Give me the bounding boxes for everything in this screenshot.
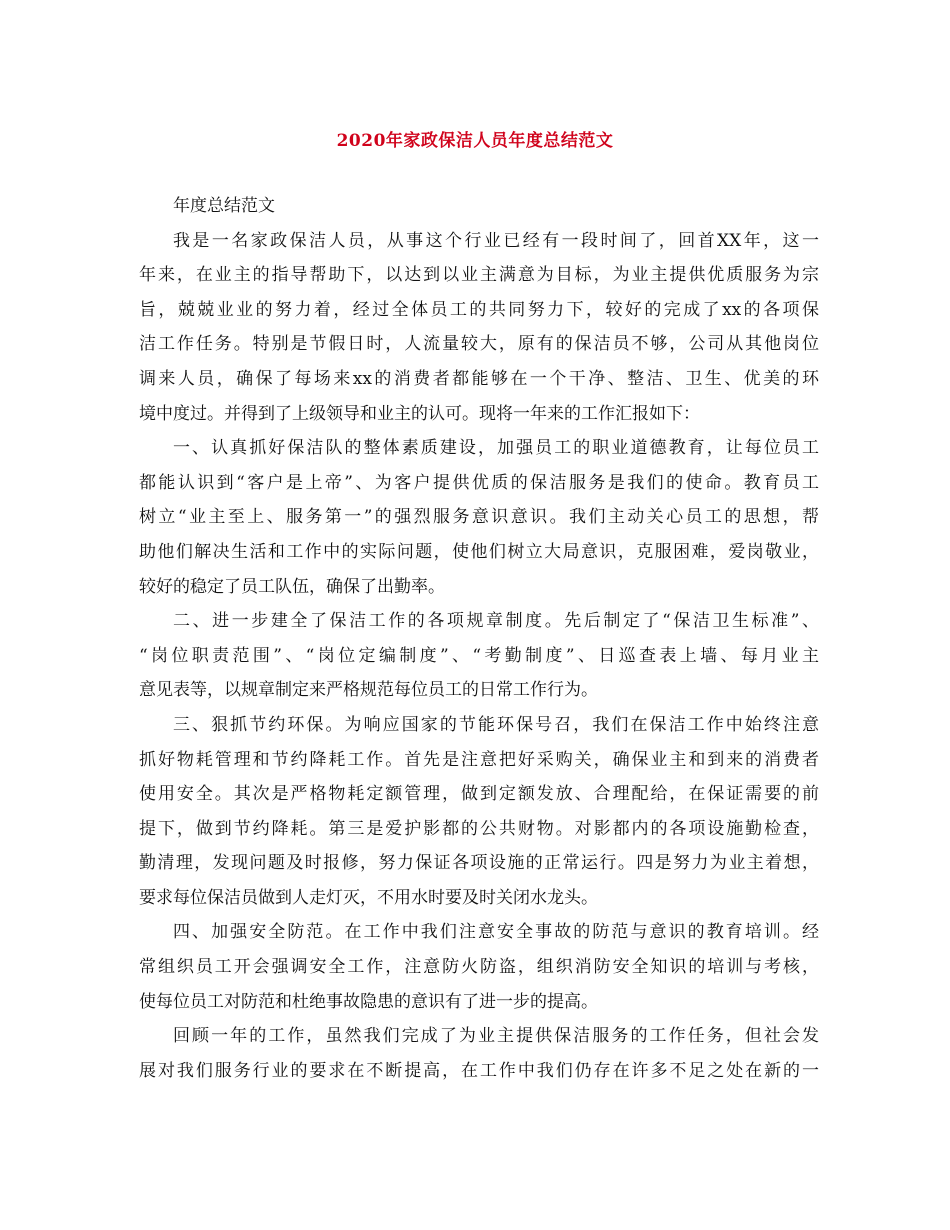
text-line: 我是一名家政保洁人员，从事这个行业已经有一段时间了，回首XX年，这一	[173, 230, 819, 251]
text-line: 助他们解决生活和工作中的实际问题，使他们树立大局意识，克服困难，爱岗敬业，	[139, 541, 819, 562]
text-line: 四、加强安全防范。在工作中我们注意安全事故的防范与意识的教育培训。经	[173, 922, 819, 943]
document-title: 2020年家政保洁人员年度总结范文	[336, 131, 614, 151]
text-line: “岗位职责范围”、“岗位定编制度”、“考勤制度”、日巡查表上墙、每月业主	[139, 645, 819, 666]
text-line: 树立“业主至上、服务第一”的强烈服务意识意识。我们主动关心员工的思想，帮	[139, 507, 819, 528]
text-line: 调来人员，确保了每场来xx的消费者都能够在一个干净、整洁、卫生、优美的环	[139, 368, 819, 389]
text-line: 常组织员工开会强调安全工作，注意防火防盗，组织消防安全知识的培训与考核，	[139, 957, 819, 978]
text-line: 回顾一年的工作，虽然我们完成了为业主提供保洁服务的工作任务，但社会发	[173, 1026, 819, 1047]
text-line: 较好的稳定了员工队伍，确保了出勤率。	[139, 576, 445, 597]
paragraph	[139, 604, 819, 708]
paragraph	[139, 224, 819, 432]
text-line: 展对我们服务行业的要求在不断提高，在工作中我们仍存在许多不足之处在新的一	[139, 1060, 819, 1081]
text-line: 年度总结范文	[173, 196, 275, 216]
text-line: 抓好物耗管理和节约降耗工作。首先是注意把好采购关，确保业主和到来的消费者	[139, 749, 819, 770]
text-line: 二、进一步建全了保洁工作的各项规章制度。先后制定了“保洁卫生标准”、	[173, 611, 819, 632]
text-line: 一、认真抓好保洁队的整体素质建设，加强员工的职业道德教育，让每位员工	[173, 438, 819, 459]
text-line: 意见表等，以规章制定来严格规范每位员工的日常工作行为。	[139, 680, 598, 701]
text-line: 旨，兢兢业业的努力着，经过全体员工的共同努力下，较好的完成了xx的各项保	[139, 299, 819, 320]
text-line: 境中度过。并得到了上级领导和业主的认可。现将一年来的工作汇报如下：	[139, 403, 700, 424]
text-line: 提下，做到节约降耗。第三是爱护影都的公共财物。对影都内的各项设施勤检查，	[139, 818, 819, 839]
paragraph	[139, 189, 819, 224]
paragraph	[139, 915, 819, 1019]
paragraph	[139, 708, 819, 916]
document-body	[139, 189, 819, 1088]
text-line: 都能认识到“客户是上帝”、为客户提供优质的保洁服务是我们的使命。教育员工	[139, 472, 819, 493]
text-line: 洁工作任务。特别是节假日时，人流量较大，原有的保洁员不够，公司从其他岗位	[139, 334, 819, 355]
paragraph	[139, 1019, 819, 1088]
text-line: 使每位员工对防范和杜绝事故隐患的意识有了进一步的提高。	[139, 991, 598, 1012]
text-line: 使用安全。其次是严格物耗定额管理，做到定额发放、合理配给，在保证需要的前	[139, 784, 819, 805]
paragraph	[139, 431, 819, 604]
text-line: 三、狠抓节约环保。为响应国家的节能环保号召，我们在保洁工作中始终注意	[173, 714, 819, 735]
text-line: 年来，在业主的指导帮助下，以达到以业主满意为目标，为业主提供优质服务为宗	[139, 265, 819, 286]
text-line: 勤清理，发现问题及时报修，努力保证各项设施的正常运行。四是努力为业主着想，	[139, 853, 819, 874]
text-line: 要求每位保洁员做到人走灯灭，不用水时要及时关闭水龙头。	[139, 887, 598, 908]
